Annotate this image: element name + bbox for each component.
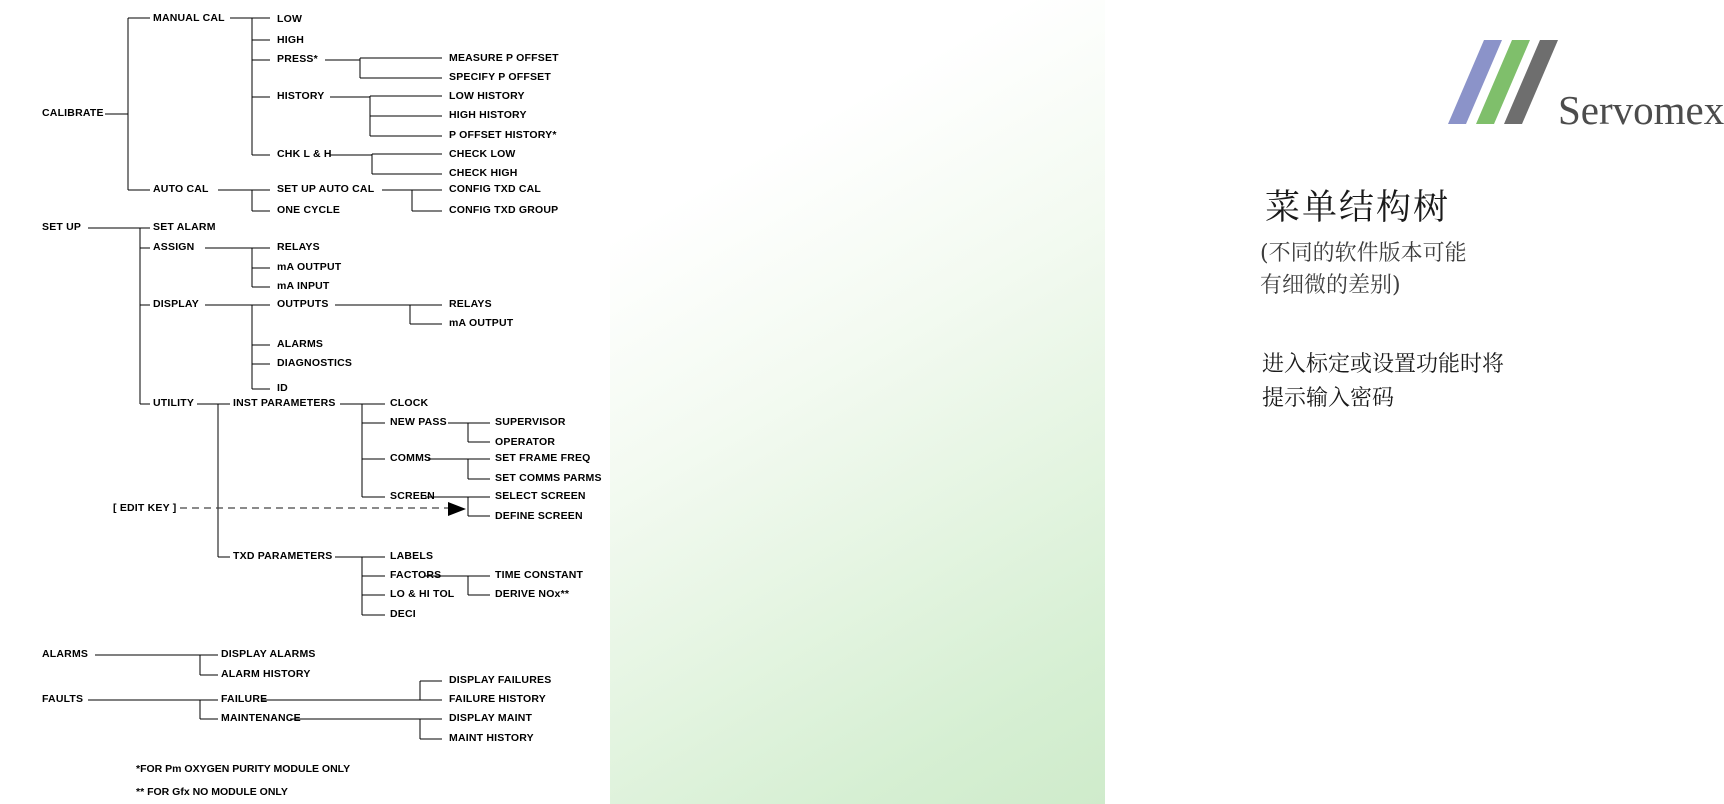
node-assign[interactable]: ASSIGN <box>153 241 195 253</box>
node-comms[interactable]: COMMS <box>390 452 432 464</box>
node-alarms-sub[interactable]: ALARMS <box>277 338 324 350</box>
node-calibrate[interactable]: CALIBRATE <box>42 107 104 119</box>
node-operator[interactable]: OPERATOR <box>495 436 556 448</box>
node-display-alarms[interactable]: DISPLAY ALARMS <box>221 648 316 660</box>
node-utility[interactable]: UTILITY <box>153 397 195 409</box>
node-low[interactable]: LOW <box>277 13 303 25</box>
node-press[interactable]: PRESS* <box>277 53 318 65</box>
node-chk-l-h[interactable]: CHK L & H <box>277 148 332 160</box>
node-diagnostics[interactable]: DIAGNOSTICS <box>277 357 353 369</box>
node-set-frame-freq[interactable]: SET FRAME FREQ <box>495 452 591 464</box>
node-measure-p-offset[interactable]: MEASURE P OFFSET <box>449 52 559 64</box>
node-p-offset-history[interactable]: P OFFSET HISTORY* <box>449 129 557 141</box>
node-screen[interactable]: SCREEN <box>390 490 435 502</box>
node-set-alarm[interactable]: SET ALARM <box>153 221 216 233</box>
node-deci[interactable]: DECI <box>390 608 416 620</box>
node-labels[interactable]: LABELS <box>390 550 434 562</box>
brand-block <box>1440 30 1724 140</box>
node-high-history[interactable]: HIGH HISTORY <box>449 109 527 121</box>
node-config-txd-group[interactable]: CONFIG TXD GROUP <box>449 204 559 216</box>
brand-name: Servomex <box>1558 87 1724 133</box>
password-note: 进入标定或设置功能时将 提示输入密码 <box>1262 352 1505 411</box>
node-ma-input[interactable]: mA INPUT <box>277 280 330 292</box>
node-alarms[interactable]: ALARMS <box>42 648 89 660</box>
node-config-txd-cal[interactable]: CONFIG TXD CAL <box>449 183 542 195</box>
node-high[interactable]: HIGH <box>277 34 305 46</box>
node-alarm-history[interactable]: ALARM HISTORY <box>221 668 311 680</box>
node-inst-parameters[interactable]: INST PARAMETERS <box>233 397 336 409</box>
node-define-screen[interactable]: DEFINE SCREEN <box>495 510 583 522</box>
node-specify-p-offset[interactable]: SPECIFY P OFFSET <box>449 71 552 83</box>
node-txd-parameters[interactable]: TXD PARAMETERS <box>233 550 333 562</box>
page-title: 菜单结构树 <box>1265 188 1451 228</box>
node-derive-nox[interactable]: DERIVE NOx** <box>495 588 570 600</box>
node-check-high[interactable]: CHECK HIGH <box>449 167 518 179</box>
right-info-panel <box>610 0 1724 804</box>
node-lo-hi-tol[interactable]: LO & HI TOL <box>390 588 455 600</box>
node-failure-history[interactable]: FAILURE HISTORY <box>449 693 546 705</box>
page-subtitle: (不同的软件版本可能 有细微的差别) <box>1260 241 1467 298</box>
edit-key-arrowhead <box>448 502 466 516</box>
node-maintenance[interactable]: MAINTENANCE <box>221 712 301 724</box>
node-manual-cal[interactable]: MANUAL CAL <box>153 12 225 24</box>
node-set-up[interactable]: SET UP <box>42 221 82 233</box>
node-failure[interactable]: FAILURE <box>221 693 268 705</box>
node-auto-cal[interactable]: AUTO CAL <box>153 183 209 195</box>
node-clock[interactable]: CLOCK <box>390 397 429 409</box>
node-id[interactable]: ID <box>277 382 288 394</box>
node-select-screen[interactable]: SELECT SCREEN <box>495 490 586 502</box>
node-history[interactable]: HISTORY <box>277 90 325 102</box>
node-factors[interactable]: FACTORS <box>390 569 442 581</box>
node-low-history[interactable]: LOW HISTORY <box>449 90 525 102</box>
node-faults[interactable]: FAULTS <box>42 693 84 705</box>
node-relays[interactable]: RELAYS <box>277 241 320 253</box>
footnote-1: *FOR Pm OXYGEN PURITY MODULE ONLY <box>136 763 351 775</box>
node-set-comms-parms[interactable]: SET COMMS PARMS <box>495 472 602 484</box>
node-maint-history[interactable]: MAINT HISTORY <box>449 732 534 744</box>
node-new-pass[interactable]: NEW PASS <box>390 416 447 428</box>
menu-structure-tree <box>0 0 610 804</box>
node-one-cycle[interactable]: ONE CYCLE <box>277 204 341 216</box>
node-ma-output[interactable]: mA OUTPUT <box>277 261 342 273</box>
node-display-failures[interactable]: DISPLAY FAILURES <box>449 674 552 686</box>
node-edit-key[interactable]: [ EDIT KEY ] <box>113 502 177 514</box>
node-outputs[interactable]: OUTPUTS <box>277 298 329 310</box>
node-display-maint[interactable]: DISPLAY MAINT <box>449 712 533 724</box>
node-set-up-auto-cal[interactable]: SET UP AUTO CAL <box>277 183 375 195</box>
node-outputs-relays[interactable]: RELAYS <box>449 298 492 310</box>
node-check-low[interactable]: CHECK LOW <box>449 148 516 160</box>
servomex-slashes-logo-icon <box>1440 32 1560 132</box>
node-display[interactable]: DISPLAY <box>153 298 199 310</box>
node-supervisor[interactable]: SUPERVISOR <box>495 416 566 428</box>
node-outputs-ma-output[interactable]: mA OUTPUT <box>449 317 514 329</box>
footnote-2: ** FOR Gfx NO MODULE ONLY <box>136 786 288 798</box>
node-time-constant[interactable]: TIME CONSTANT <box>495 569 584 581</box>
